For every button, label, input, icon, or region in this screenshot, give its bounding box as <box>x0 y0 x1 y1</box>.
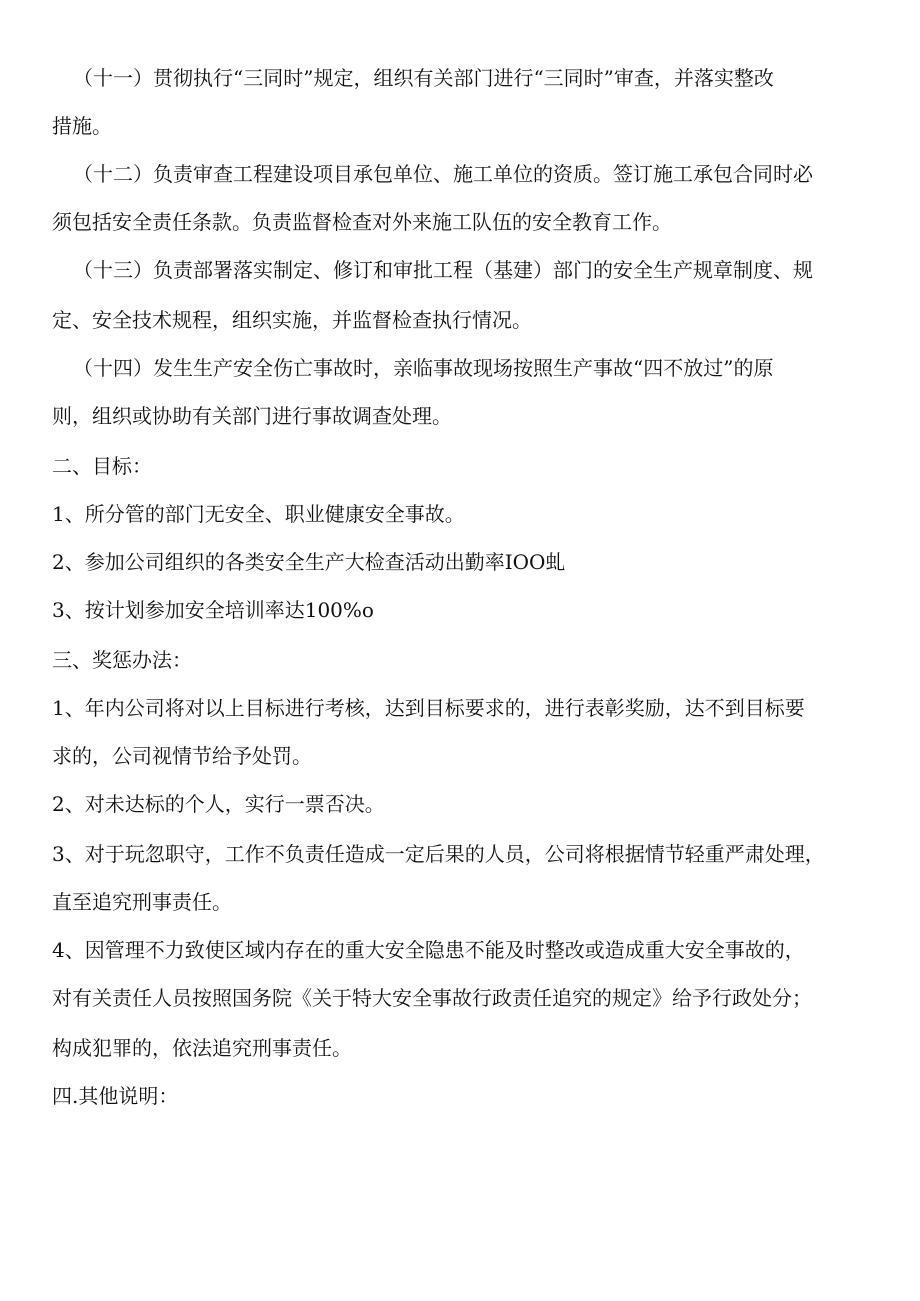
reward-item-2: 2、对未达标的个人，实行一票否决。 <box>52 792 385 816</box>
section-heading-rewards: 三、奖惩办法： <box>52 648 192 672</box>
reward-item-1-line-2: 求的，公司视情节给予处罚。 <box>52 744 312 768</box>
reward-item-3-line-2: 直至追究刑事责任。 <box>52 890 232 914</box>
clause-14-line-2: 则，组织或协助有关部门进行事故调查处理。 <box>52 404 452 428</box>
clause-12-line-2: 须包括安全责任条款。负责监督检查对外来施工队伍的安全教育工作。 <box>52 210 672 234</box>
clause-14-line-1: （十四）发生生产安全伤亡事故时，亲临事故现场按照生产事故“四不放过”的原 <box>73 356 774 380</box>
goal-item-1: 1、所分管的部门无安全、职业健康安全事故。 <box>52 502 465 526</box>
goal-item-3: 3、按计划参加安全培训率达100%o <box>52 598 374 622</box>
section-heading-other: 四.其他说明： <box>52 1084 179 1108</box>
reward-item-1-line-1: 1、年内公司将对以上目标进行考核，达到目标要求的，进行表彰奖励，达不到目标要 <box>52 696 805 720</box>
reward-item-4-line-1: 4、因管理不力致使区域内存在的重大安全隐患不能及时整改或造成重大安全事故的， <box>52 938 805 962</box>
clause-11-line-1: （十一）贯彻执行“三同时”规定，组织有关部门进行“三同时”审查，并落实整改 <box>73 66 774 90</box>
clause-12-line-1: （十二）负责审查工程建设项目承包单位、施工单位的资质。签订施工承包合同时必 <box>73 162 813 186</box>
clause-13-line-1: （十三）负责部署落实制定、修订和审批工程（基建）部门的安全生产规章制度、规 <box>73 258 813 282</box>
goal-item-2: 2、参加公司组织的各类安全生产大检查活动出勤率IOO虬 <box>52 550 566 574</box>
section-heading-goals: 二、目标： <box>52 454 152 478</box>
clause-11-line-2: 措施。 <box>52 114 112 138</box>
reward-item-4-line-3: 构成犯罪的，依法追究刑事责任。 <box>52 1036 352 1060</box>
clause-13-line-2: 定、安全技术规程，组织实施，并监督检查执行情况。 <box>52 308 532 332</box>
reward-item-4-line-2: 对有关责任人员按照国务院《关于特大安全事故行政责任追究的规定》给予行政处分； <box>52 986 812 1010</box>
reward-item-3-line-1: 3、对于玩忽职守，工作不负责任造成一定后果的人员，公司将根据情节轻重严肃处理， <box>52 842 825 866</box>
